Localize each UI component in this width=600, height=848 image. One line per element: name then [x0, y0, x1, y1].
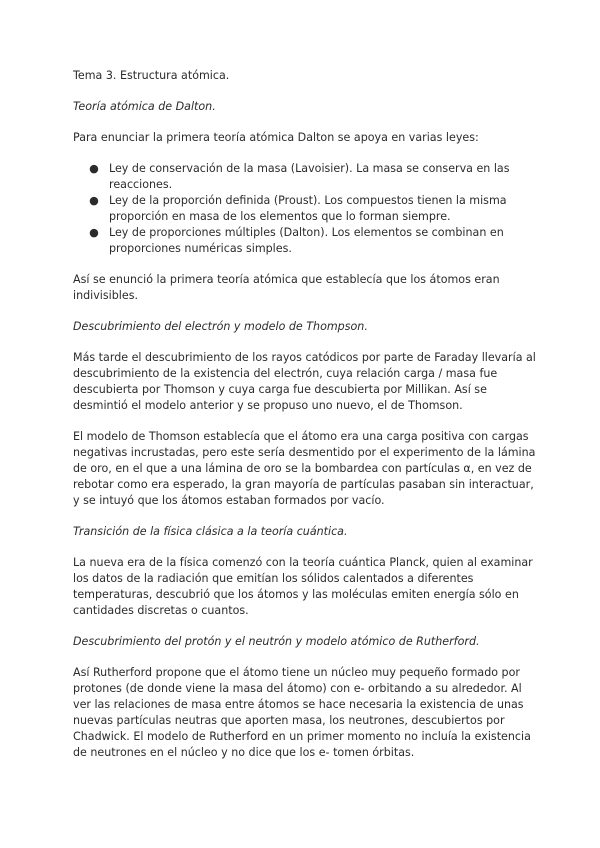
section-heading-quantum: Transición de la física clásica a la teoría cuántica. [73, 525, 348, 538]
document-title: Tema 3. Estructura atómica. [73, 69, 230, 82]
list-item-text: Ley de proporciones múltiples (Dalton). Los elementos se combinan en proporciones numéricas simples. [109, 226, 504, 255]
quantum-paragraph: La nueva era de la física comenzó con la teoría cuántica Planck, quien al examinar los datos de la radiación que emitían los sólidos calentados a diferentes temperaturas, descubrió que los átomos y las moléculas emiten energía sólo en cantidades discretas o cuantos. [73, 556, 533, 617]
list-item [89, 225, 538, 257]
dalton-closing: Así se enunció la primera teoría atómica que establecía que los átomos eran indivisibles. [73, 273, 500, 302]
list-item-text: Ley de la proporción definida (Proust). Los compuestos tienen la misma proporción en masa de los elementos que lo forman siempre. [109, 194, 507, 223]
bullet-icon: ● [89, 226, 99, 239]
thompson-paragraph-2: El modelo de Thomson establecía que el átomo era una carga positiva con cargas negativas incrustadas, pero este sería desmentido por el experimento de la lámina de oro, en el que a una lámina de oro se la bombardea con partículas α, en vez de rebotar como era esperado, la gran mayoría de partículas pasaban sin interactuar, y se intuyó que los átomos estaban formados por vacío. [73, 430, 536, 507]
section-heading-thompson: Descubrimiento del electrón y modelo de Thompson. [73, 320, 368, 333]
thompson-paragraph-1: Más tarde el descubrimiento de los rayos catódicos por parte de Faraday llevaría al descubrimiento de la existencia del electrón, cuya relación carga / masa fue descubierta por Thomson y cuya carga fue descubierta por Millikan. Así se desmintió el modelo anterior y se propuso uno nuevo, el de Thomson. [73, 351, 536, 412]
section-heading-dalton: Teoría atómica de Dalton. [73, 100, 216, 113]
bullet-icon: ● [89, 194, 99, 207]
list-item [89, 161, 538, 193]
section-heading-rutherford: Descubrimiento del protón y el neutrón y modelo atómico de Rutherford. [73, 635, 480, 648]
dalton-laws-list [73, 161, 538, 257]
bullet-icon: ● [89, 162, 99, 175]
dalton-intro: Para enunciar la primera teoría atómica Dalton se apoya en varias leyes: [73, 131, 479, 144]
rutherford-paragraph: Así Rutherford propone que el átomo tiene un núcleo muy pequeño formado por protones (de donde viene la masa del átomo) con e- orbitando a su alrededor. Al ver las relaciones de masa entre átomos se hace necesaria la existencia de unas nuevas partículas neutras que aporten masa, los neutrones, descubiertos por Chadwick. El modelo de Rutherford en un primer momento no incluía la existencia de neutrones en el núcleo y no dice que los e- tomen órbitas. [73, 666, 531, 759]
list-item-text: Ley de conservación de la masa (Lavoisier). La masa se conserva en las reacciones. [109, 162, 510, 191]
list-item [89, 193, 538, 225]
